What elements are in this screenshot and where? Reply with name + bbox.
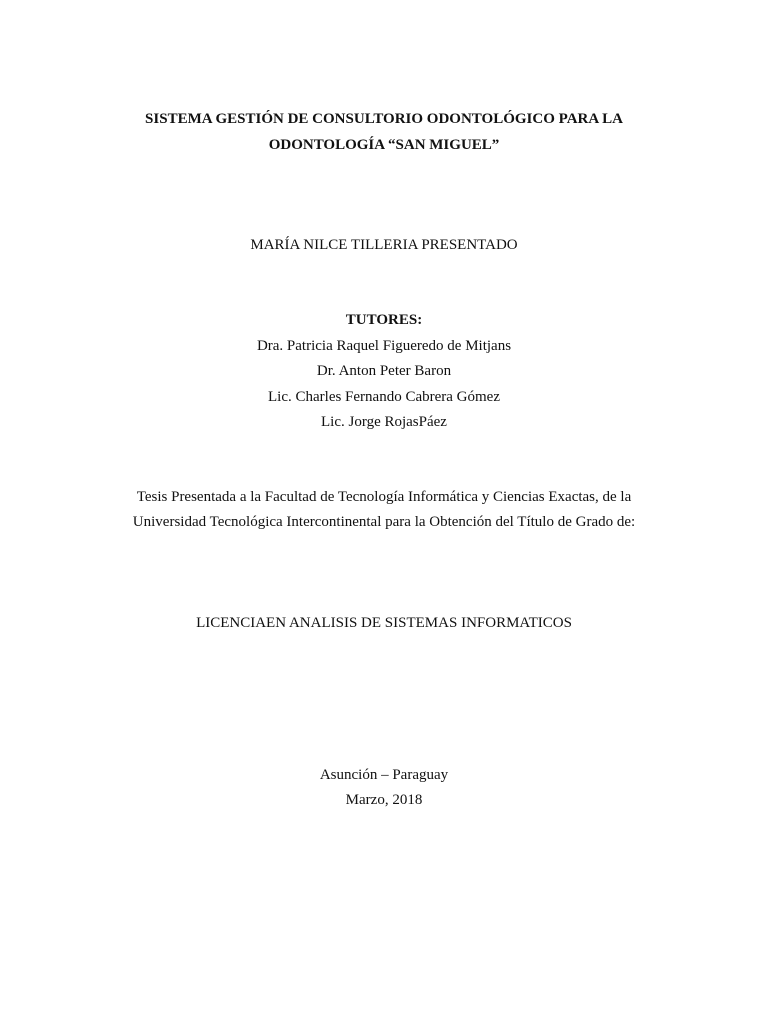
- title-line-2: ODONTOLOGÍA “SAN MIGUEL”: [268, 137, 500, 153]
- degree-title: LICENCIAEN ANALISIS DE SISTEMAS INFORMATICOS: [196, 615, 572, 631]
- thesis-statement-line-1: Tesis Presentada a la Facultad de Tecnología Informática y Ciencias Exactas, de la: [136, 489, 632, 505]
- date: Marzo, 2018: [345, 792, 423, 808]
- place: Asunción – Paraguay: [319, 767, 449, 783]
- tutor-name: Dr. Anton Peter Baron: [316, 363, 452, 379]
- tutors-heading: TUTORES:: [345, 312, 423, 328]
- author-name: MARÍA NILCE TILLERIA PRESENTADO: [250, 237, 518, 253]
- thesis-statement-line-2: Universidad Tecnológica Intercontinental para la Obtención del Título de Grado de:: [132, 514, 636, 530]
- tutor-name: Lic. Charles Fernando Cabrera Gómez: [268, 389, 500, 405]
- title-line-1: SISTEMA GESTIÓN DE CONSULTORIO ODONTOLÓGICO PARA LA: [145, 111, 623, 127]
- tutor-name: Lic. Jorge RojasPáez: [321, 414, 447, 430]
- tutor-name: Dra. Patricia Raquel Figueredo de Mitjans: [256, 338, 512, 354]
